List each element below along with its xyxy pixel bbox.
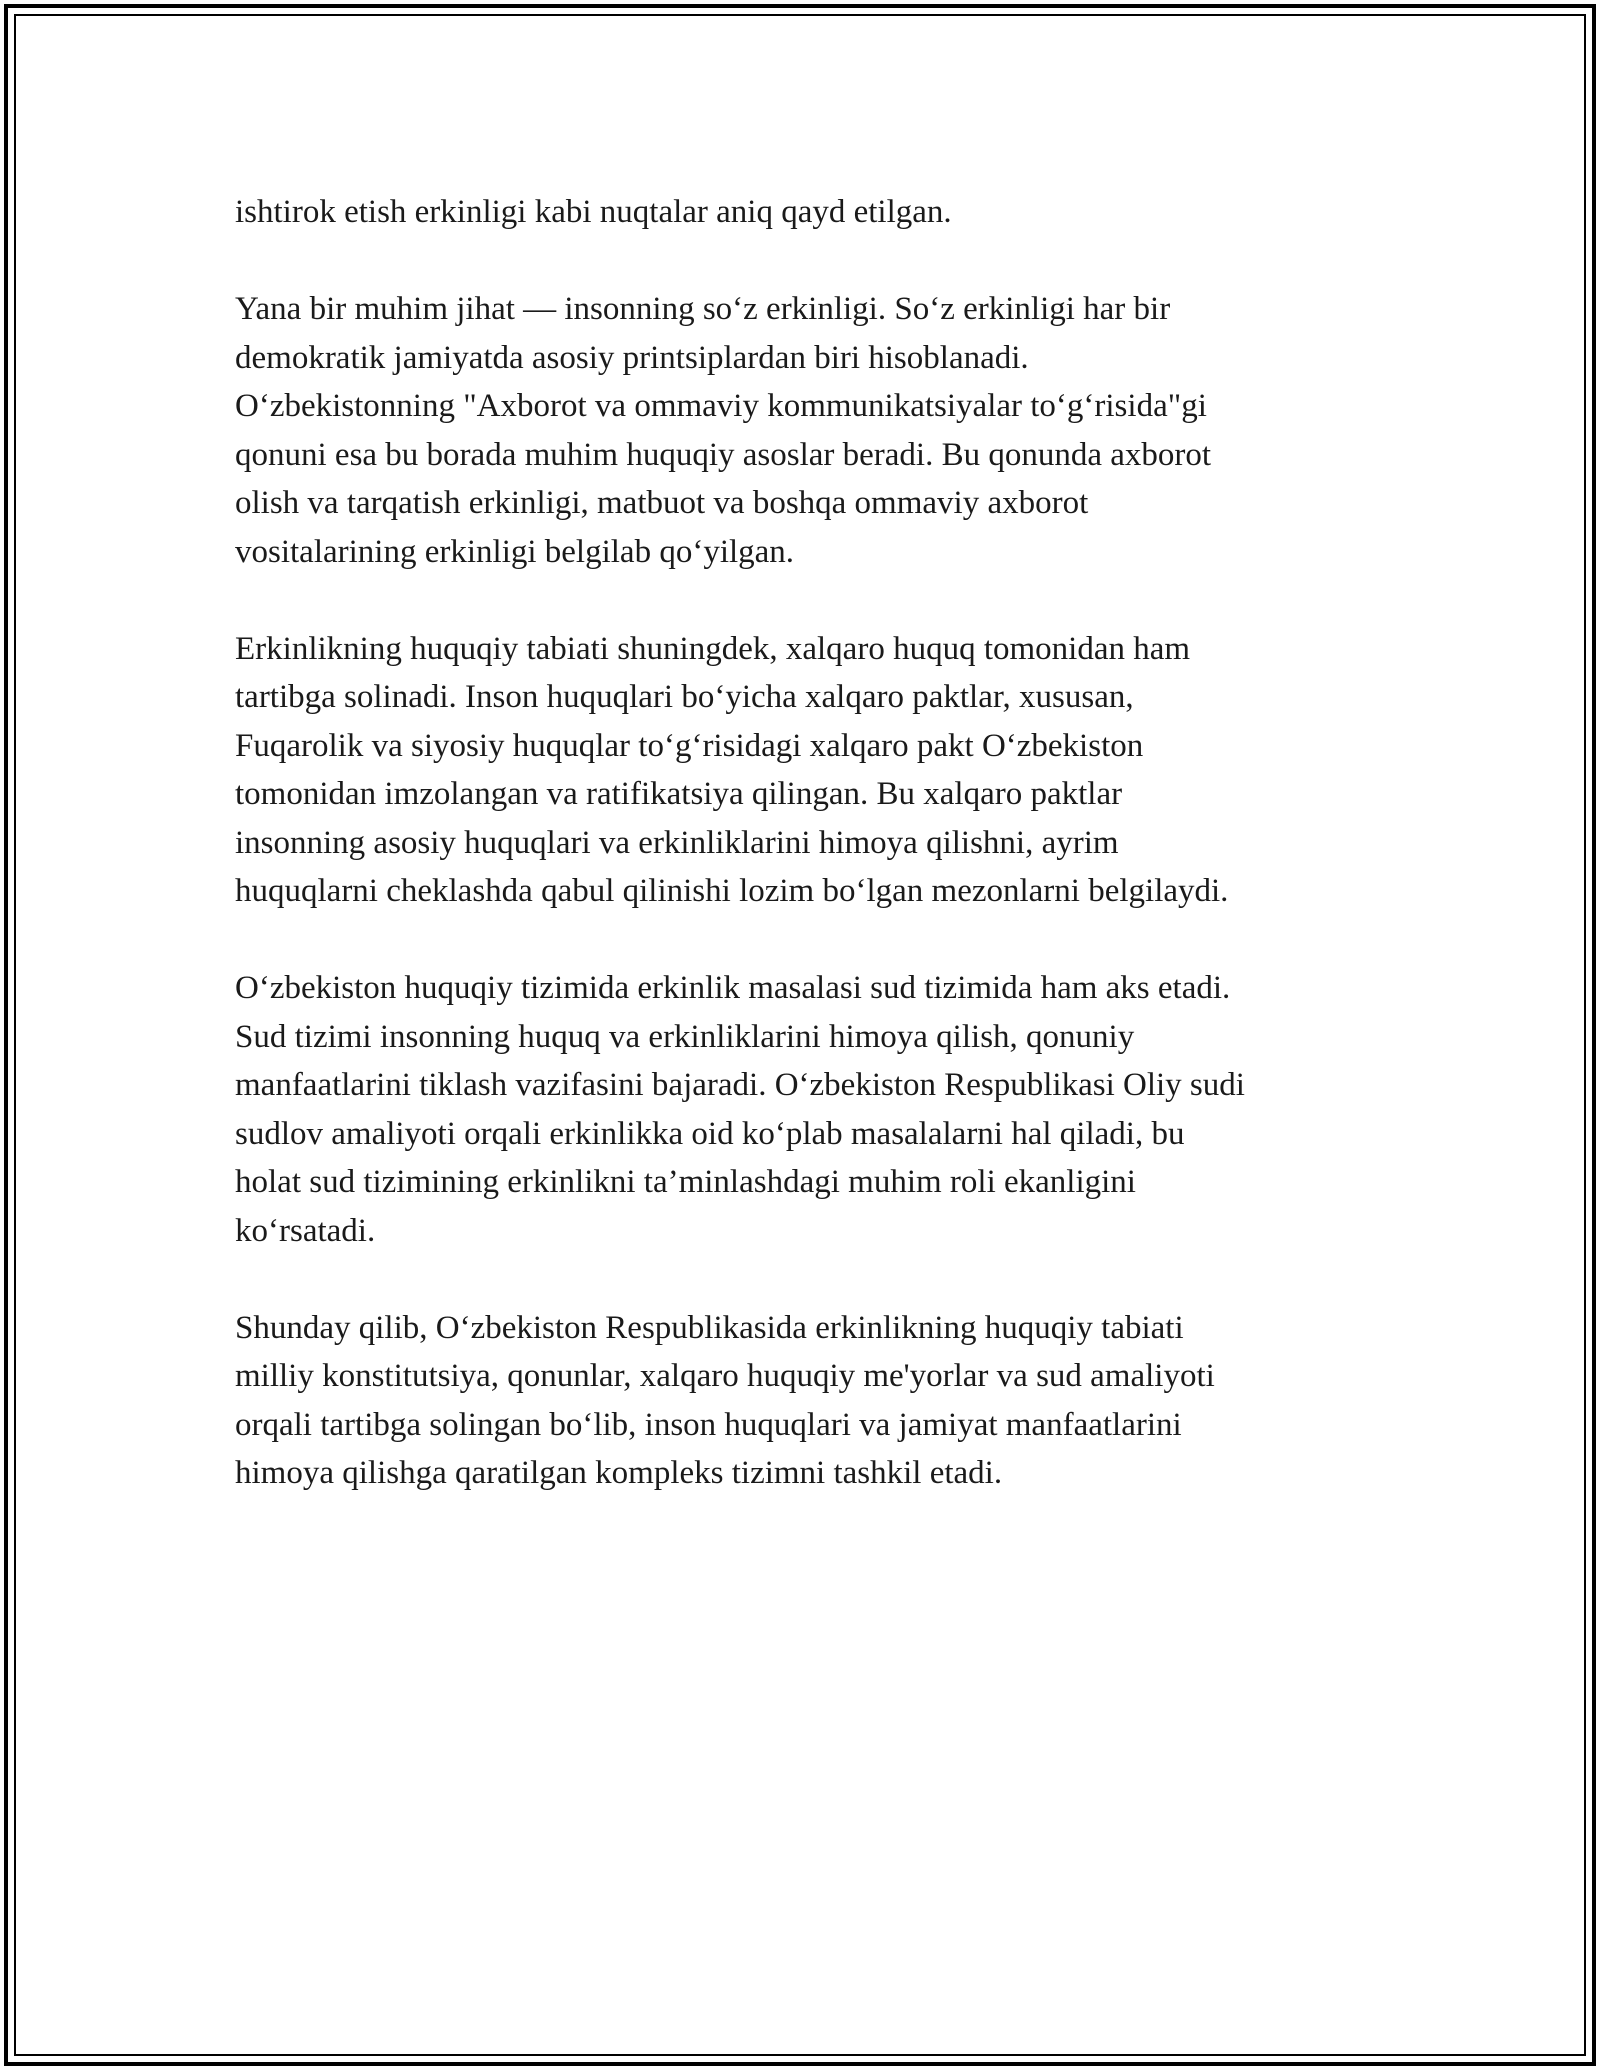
text-line: Yana bir muhim jihat — insonning so‘z erkinligi. So‘z erkinligi har bir bbox=[235, 291, 1171, 327]
text-line: Shunday qilib, O‘zbekiston Respublikasida erkinlikning huquqiy tabiati bbox=[235, 1309, 1184, 1346]
text-line: milliy konstitutsiya, qonunlar, xalqaro huquqiy me'yorlar va sud amaliyoti bbox=[235, 1358, 1215, 1394]
text-line: Erkinlikning huquqiy tabiati shuningdek, xalqaro huquq tomonidan ham bbox=[235, 630, 1191, 667]
paragraph-4 bbox=[235, 964, 1375, 1255]
text-line: sudlov amaliyoti orqali erkinlikka oid ko‘plab masalalarni hal qiladi, bu bbox=[235, 1115, 1185, 1152]
text-line: tartibga solinadi. Inson huquqlari bo‘yicha xalqaro paktlar, xususan, bbox=[235, 679, 1134, 715]
text-line: ko‘rsatadi. bbox=[235, 1212, 376, 1249]
text-line: holat sud tizimining erkinlikni ta’minlashdagi muhim roli ekanligini bbox=[235, 1164, 1136, 1200]
text-line: huquqlarni cheklashda qabul qilinishi lozim bo‘lgan mezonlarni belgilaydi. bbox=[235, 873, 1229, 909]
text-line: Fuqarolik va siyosiy huquqlar to‘g‘risidagi xalqaro pakt O‘zbekiston bbox=[235, 727, 1144, 764]
document-body bbox=[235, 188, 1375, 1546]
text-line: manfaatlarini tiklash vazifasini bajaradi. O‘zbekiston Respublikasi Oliy sudi bbox=[235, 1067, 1245, 1103]
text-line: insonning asosiy huquqlari va erkinliklarini himoya qilishni, ayrim bbox=[235, 824, 1119, 861]
text-line: orqali tartibga solingan bo‘lib, inson huquqlari va jamiyat manfaatlarini bbox=[235, 1406, 1182, 1443]
text-line: O‘zbekistonning "Axborot va ommaviy kommunikatsiyalar to‘g‘risida"gi bbox=[235, 388, 1207, 424]
text-line: Sud tizimi insonning huquq va erkinliklarini himoya qilish, qonuniy bbox=[235, 1018, 1135, 1055]
paragraph-5 bbox=[235, 1304, 1375, 1498]
paragraph-2 bbox=[235, 285, 1375, 576]
text-line: O‘zbekiston huquqiy tizimida erkinlik masalasi sud tizimida ham aks etadi. bbox=[235, 970, 1231, 1006]
text-line: tomonidan imzolangan va ratifikatsiya qilingan. Bu xalqaro paktlar bbox=[235, 776, 1123, 812]
text-line: himoya qilishga qaratilgan kompleks tizimni tashkil etadi. bbox=[235, 1455, 1003, 1491]
text-line: olish va tarqatish erkinligi, matbuot va boshqa ommaviy axborot bbox=[235, 485, 1089, 521]
text-line: vositalarining erkinligi belgilab qo‘yilgan. bbox=[235, 533, 795, 570]
paragraph-3 bbox=[235, 625, 1375, 916]
paragraph-1 bbox=[235, 188, 1375, 237]
text-line: demokratik jamiyatda asosiy printsiplardan biri hisoblanadi. bbox=[235, 339, 1029, 376]
text-line: qonuni esa bu borada muhim huquqiy asoslar beradi. Bu qonunda axborot bbox=[235, 436, 1212, 473]
text-line: ishtirok etish erkinligi kabi nuqtalar aniq qayd etilgan. bbox=[235, 194, 952, 230]
